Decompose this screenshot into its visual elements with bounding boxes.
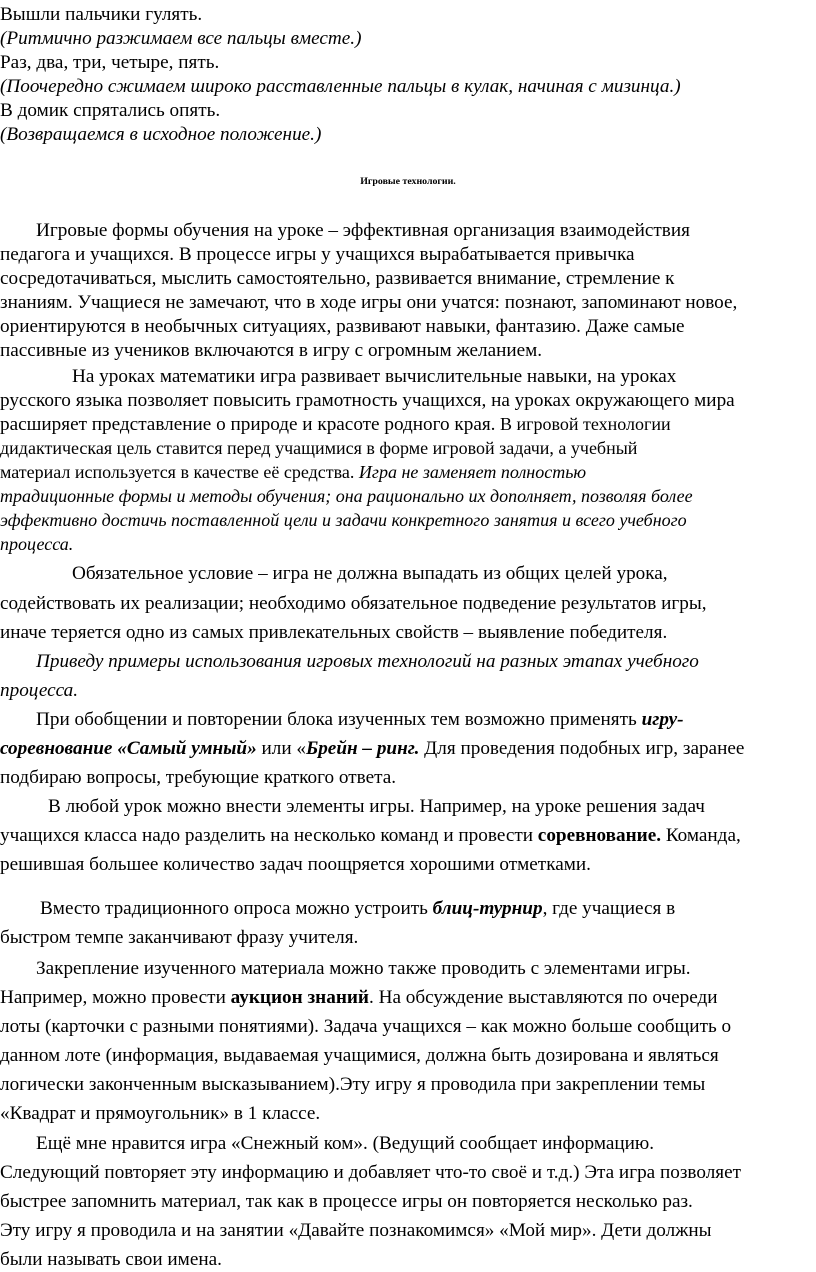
paragraph-line: знаниям. Учащиеся не замечают, что в ходе игры они учатся: познают, запоминают новое, xyxy=(0,292,738,313)
text-span-bold-italic: Брейн – ринг. xyxy=(306,738,420,759)
paragraph-line: дидактическая цель ставится перед учащимися в форме игровой задачи, а учебный xyxy=(0,438,638,458)
poem-line-2: (Ритмично разжимаем все пальцы вместе.) xyxy=(0,28,362,49)
paragraph-line: В любой урок можно внести элементы игры. Например, на уроке решения задач xyxy=(48,796,705,817)
paragraph-line xyxy=(36,709,684,731)
poem-line-5: В домик спрятались опять. xyxy=(0,100,221,121)
text-span: или « xyxy=(256,738,307,759)
paragraph-line: логически законченным высказыванием).Эту игру я проводила при закреплении темы xyxy=(0,1074,706,1095)
text-span: Вместо традиционного опроса можно устроить xyxy=(40,898,433,919)
paragraph-line: эффективно достичь поставленной цели и задачи конкретного занятия и всего учебного xyxy=(0,510,687,530)
paragraph-line: пассивные из учеников включаются в игру с огромным желанием. xyxy=(0,340,543,361)
paragraph-line: русского языка позволяет повысить грамотность учащихся, на уроках окружающего мира xyxy=(0,390,735,411)
section-heading: Игровые технологии. xyxy=(360,176,456,187)
text-span: , где учащиеся в xyxy=(542,898,676,919)
paragraph-line: процесса. xyxy=(0,680,79,701)
paragraph-line: данном лоте (информация, выдаваемая учащимися, должна быть дозирована и являться xyxy=(0,1045,719,1066)
paragraph-line: Закрепление изученного материала можно также проводить с элементами игры. xyxy=(36,958,691,979)
text-span: Например, можно провести xyxy=(0,987,231,1008)
paragraph-line: ориентируются в необычных ситуациях, развивают навыки, фантазию. Даже самые xyxy=(0,316,685,337)
poem-line-4: (Поочередно сжимаем широко расставленные пальцы в кулак, начиная с мизинца.) xyxy=(0,76,681,97)
poem-line-6: (Возвращаемся в исходное положение.) xyxy=(0,124,322,145)
paragraph-line xyxy=(0,462,586,483)
paragraph-line: Игровые формы обучения на уроке – эффективная организация взаимодействия xyxy=(36,220,690,241)
paragraph-line: решившая большее количество задач поощряется хорошими отметками. xyxy=(0,854,591,875)
paragraph-line: быстром темпе заканчивают фразу учителя. xyxy=(0,927,359,948)
text-span: материал используется в качестве её средства. xyxy=(0,462,355,482)
text-span-italic: Игра не заменяет полностью xyxy=(354,462,587,482)
paragraph-line: Обязательное условие – игра не должна выпадать из общих целей урока, xyxy=(72,563,668,584)
text-span: Команда, xyxy=(661,825,741,846)
text-span-bold-italic: блиц-турнир xyxy=(432,898,543,919)
paragraph-line xyxy=(40,898,675,920)
text-span-bold-italic: игру- xyxy=(641,709,684,730)
paragraph-line: иначе теряется одно из самых привлекательных свойств – выявление победителя. xyxy=(0,622,668,643)
paragraph-line: содействовать их реализации; необходимо обязательное подведение результатов игры, xyxy=(0,593,707,614)
paragraph-line: «Квадрат и прямоугольник» в 1 классе. xyxy=(0,1103,321,1124)
paragraph-line: педагога и учащихся. В процессе игры у учащихся вырабатывается привычка xyxy=(0,244,635,265)
paragraph-line xyxy=(0,987,718,1009)
poem-line-3: Раз, два, три, четыре, пять. xyxy=(0,52,220,73)
text-span: При обобщении и повторении блока изученных тем возможно применять xyxy=(36,709,642,730)
text-span: . На обсуждение выставляются по очереди xyxy=(369,987,718,1008)
paragraph-line xyxy=(0,414,671,436)
paragraph-line xyxy=(0,825,741,847)
paragraph-line: традиционные формы и методы обучения; она рационально их дополняет, позволяя более xyxy=(0,486,693,506)
paragraph-line xyxy=(0,738,744,760)
text-span: В игровой технологии xyxy=(495,414,671,434)
text-span: расширяет представление о природе и красоте родного края. xyxy=(0,414,496,435)
paragraph-line: процесса. xyxy=(0,534,74,554)
text-span: Для проведения подобных игр, заранее xyxy=(419,738,745,759)
paragraph-line: Эту игру я проводила и на занятии «Давайте познакомимся» «Мой мир». Дети должны xyxy=(0,1220,712,1241)
poem-line-1: Вышли пальчики гулять. xyxy=(0,4,203,25)
paragraph-line: были называть свои имена. xyxy=(0,1249,222,1270)
paragraph-line: сосредотачиваться, мыслить самостоятельно, развивается внимание, стремление к xyxy=(0,268,675,289)
paragraph-line: На уроках математики игра развивает вычислительные навыки, на уроках xyxy=(72,366,677,387)
paragraph-line: быстрее запомнить материал, так как в процессе игры он повторяется несколько раз. xyxy=(0,1191,693,1212)
text-span-bold: соревнование. xyxy=(537,825,662,846)
paragraph-line: Приведу примеры использования игровых технологий на разных этапах учебного xyxy=(36,651,699,672)
paragraph-line: Следующий повторяет эту информацию и добавляет что-то своё и т.д.) Эта игра позволяет xyxy=(0,1162,741,1183)
paragraph-line: подбираю вопросы, требующие краткого ответа. xyxy=(0,767,397,788)
text-span-bold: аукцион знаний xyxy=(230,987,369,1008)
text-span-bold-italic: соревнование «Самый умный» xyxy=(0,738,257,759)
paragraph-line: Ещё мне нравится игра «Снежный ком». (Ведущий сообщает информацию. xyxy=(36,1133,655,1154)
paragraph-line: лоты (карточки с разными понятиями). Задача учащихся – как можно больше сообщить о xyxy=(0,1016,732,1037)
text-span: учащихся класса надо разделить на несколько команд и провести xyxy=(0,825,538,846)
